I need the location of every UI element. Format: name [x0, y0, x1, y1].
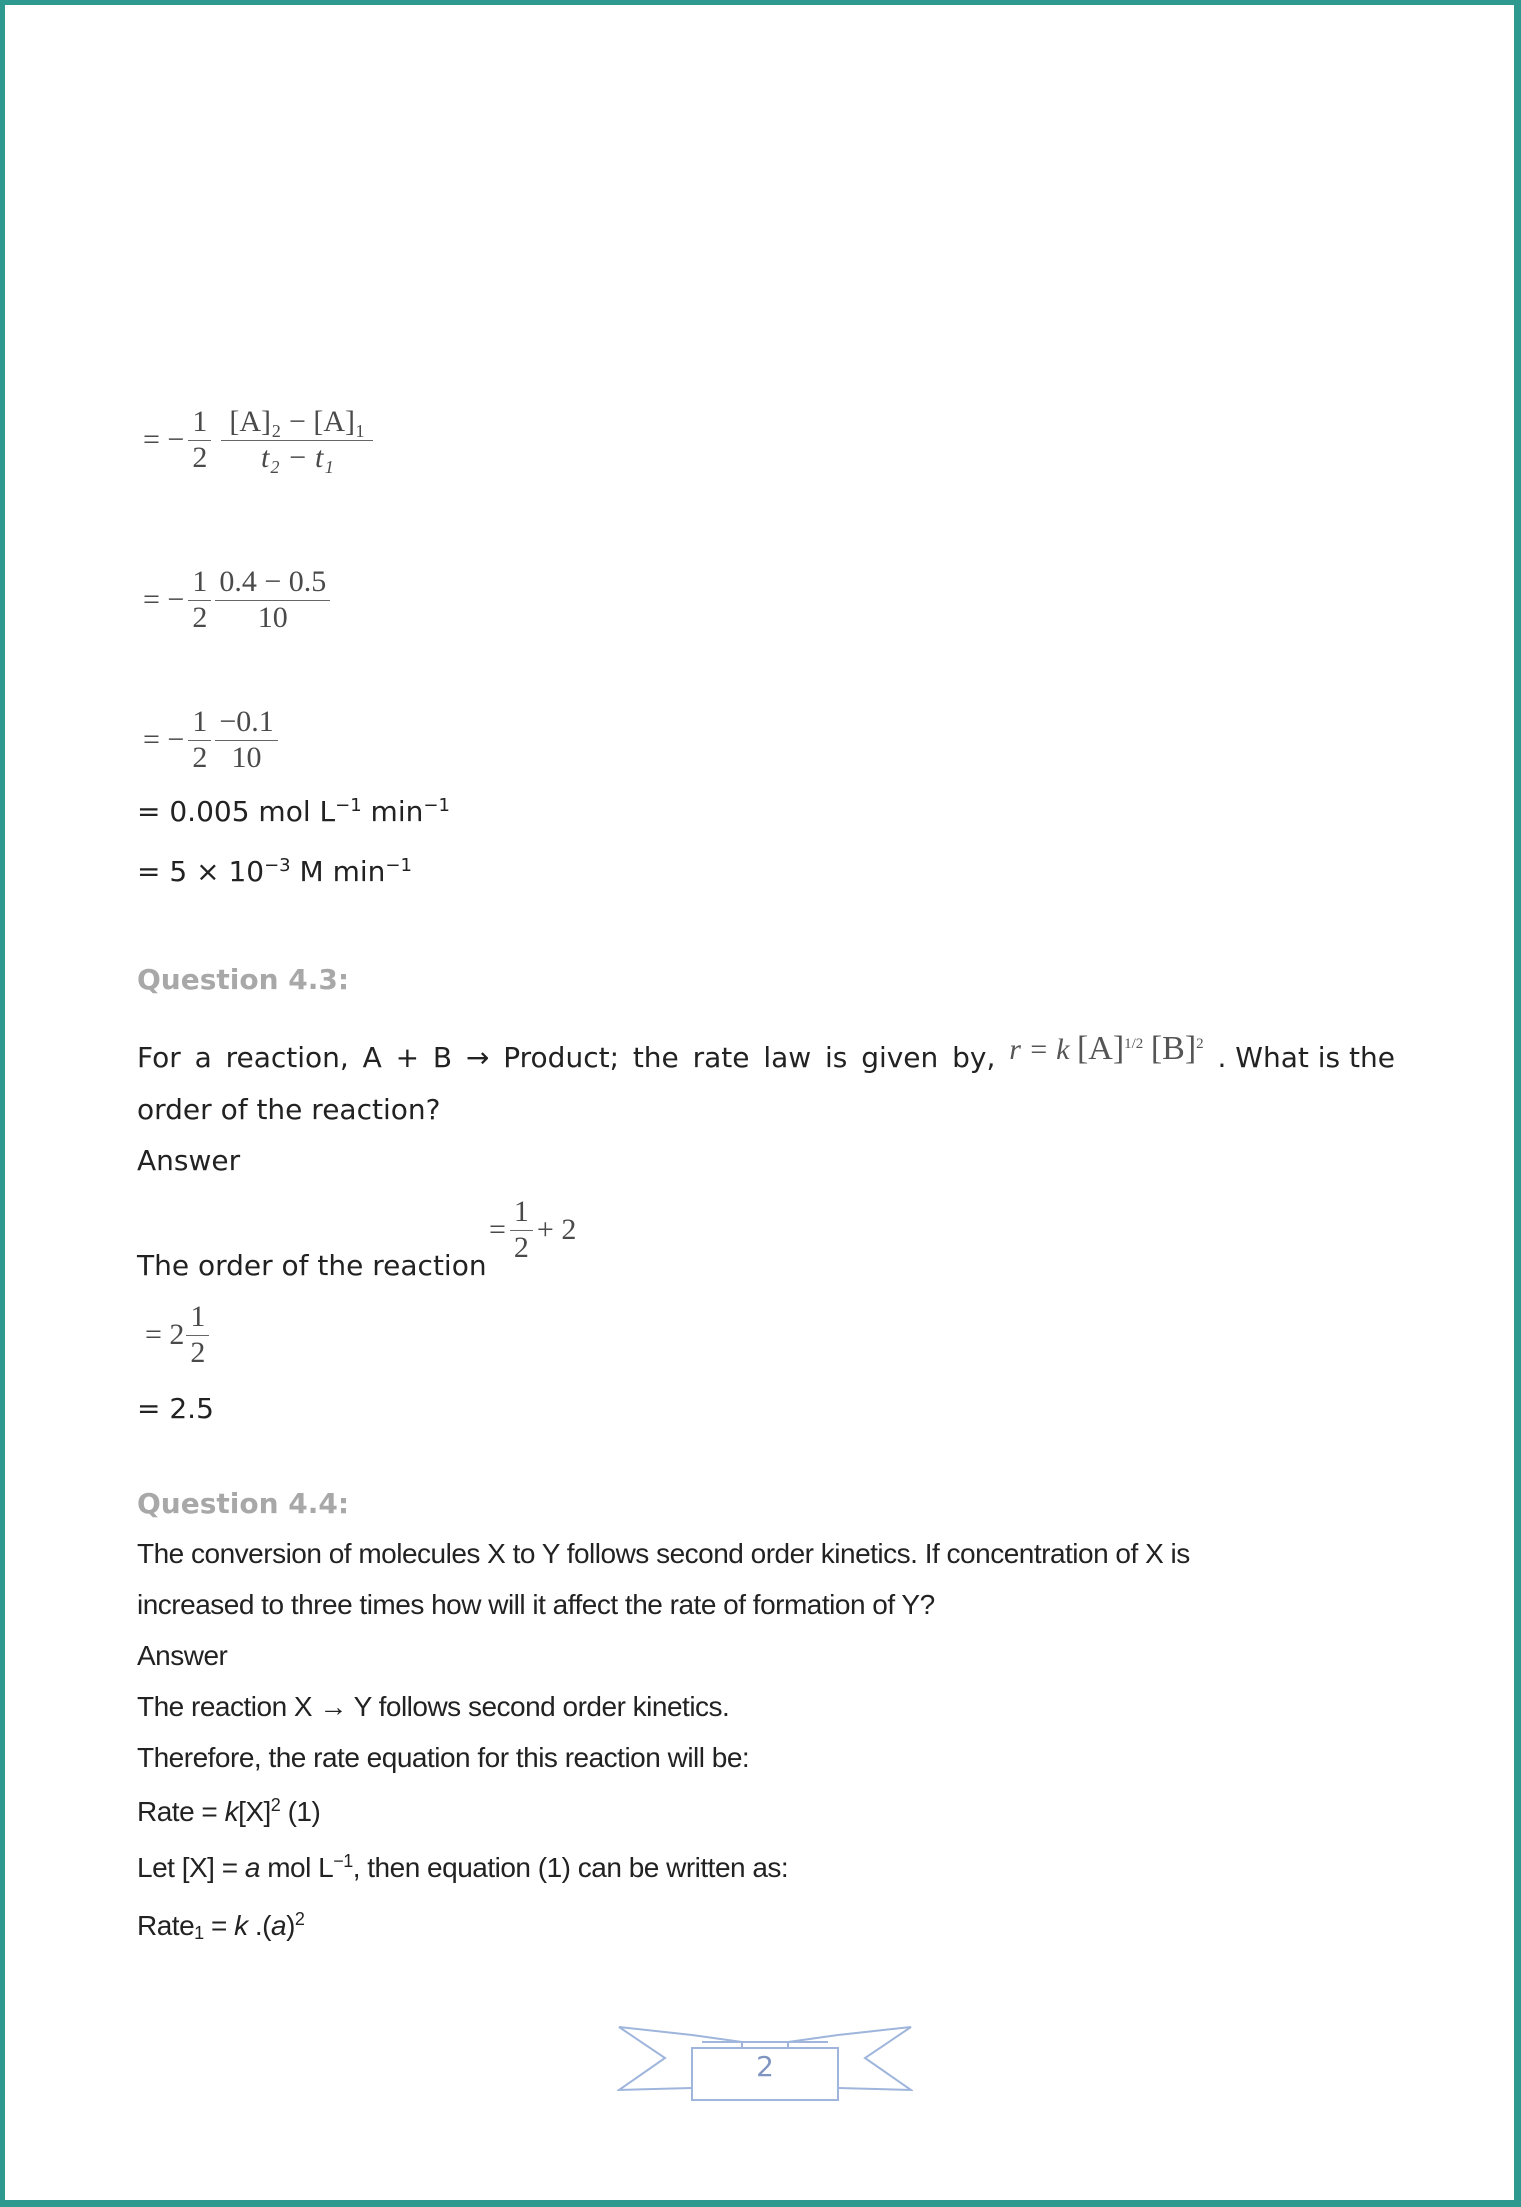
q44-line-1: The conversion of molecules X to Y follows second order kinetics. If concentration of X is: [137, 1538, 1190, 1569]
question-4-4-heading: Question 4.4:: [137, 1487, 350, 1520]
q43-line-2: order of the reaction?: [137, 1093, 441, 1126]
question-4-3-heading: Question 4.3:: [137, 963, 350, 996]
document-page: [5, 5, 1514, 2200]
result-line-2: = $5 \times 10^{-3}$ M $\min^{-1}$: [137, 855, 412, 888]
eq-prefix: = −: [143, 423, 185, 456]
page-number: 2: [756, 2050, 774, 2083]
q44-answer-label: Answer: [137, 1640, 228, 1671]
equation-1: [143, 405, 373, 475]
q43-answer-label: Answer: [137, 1144, 241, 1177]
coef-fraction: $\frac{1}{2}$: [188, 405, 211, 475]
q44-rate-equation: Rate = $k[X]^2$ (1): [137, 1795, 321, 1827]
q43-line-1: For a reaction, A + B → Product; the rate law is given by, r = k $[A]^{1/2}$ $[B]^2$ . What is the: [137, 1041, 1395, 1081]
q44-answer-1: The reaction X → Y follows second order kinetics.: [137, 1691, 730, 1722]
main-fraction: $\frac{\text{[A]₂ − [A]₁}}{\text{t₂ − t₁}}$: [221, 405, 373, 475]
q44-let-x: Let [X] = a mol $L^{-1}$, then equation (1) can be written as:: [137, 1851, 789, 1883]
q43-final-answer: = 2.5: [137, 1392, 214, 1425]
page-number-ribbon: [617, 2020, 913, 2110]
q43-mixed-fraction: = 2 $\frac{1}{2}$: [145, 1300, 209, 1370]
q44-line-2: increased to three times how will it affect the rate of formation of Y?: [137, 1589, 935, 1620]
q43-order-line: The order of the reaction: [137, 1249, 487, 1282]
equation-2: = − $\frac{1}{2}$ $\frac{0.4 - 0.5}{10}$: [143, 565, 330, 635]
q43-order-equation: = $\frac{1}{2}$ + 2: [489, 1195, 577, 1264]
rate-law-expression: r = k $[A]^{1/2}$ $[B]^2$: [1009, 1030, 1204, 1067]
equation-3: = − $\frac{1}{2}$ $\frac{-0.1}{10}$: [143, 705, 278, 775]
q44-answer-2: Therefore, the rate equation for this reaction will be:: [137, 1742, 750, 1773]
result-line-1: = 0.005 mol $L^{-1}$ $\min^{-1}$: [137, 795, 450, 828]
q44-rate1: Rate$_1$ = k $.(a)^2$: [137, 1909, 305, 1943]
